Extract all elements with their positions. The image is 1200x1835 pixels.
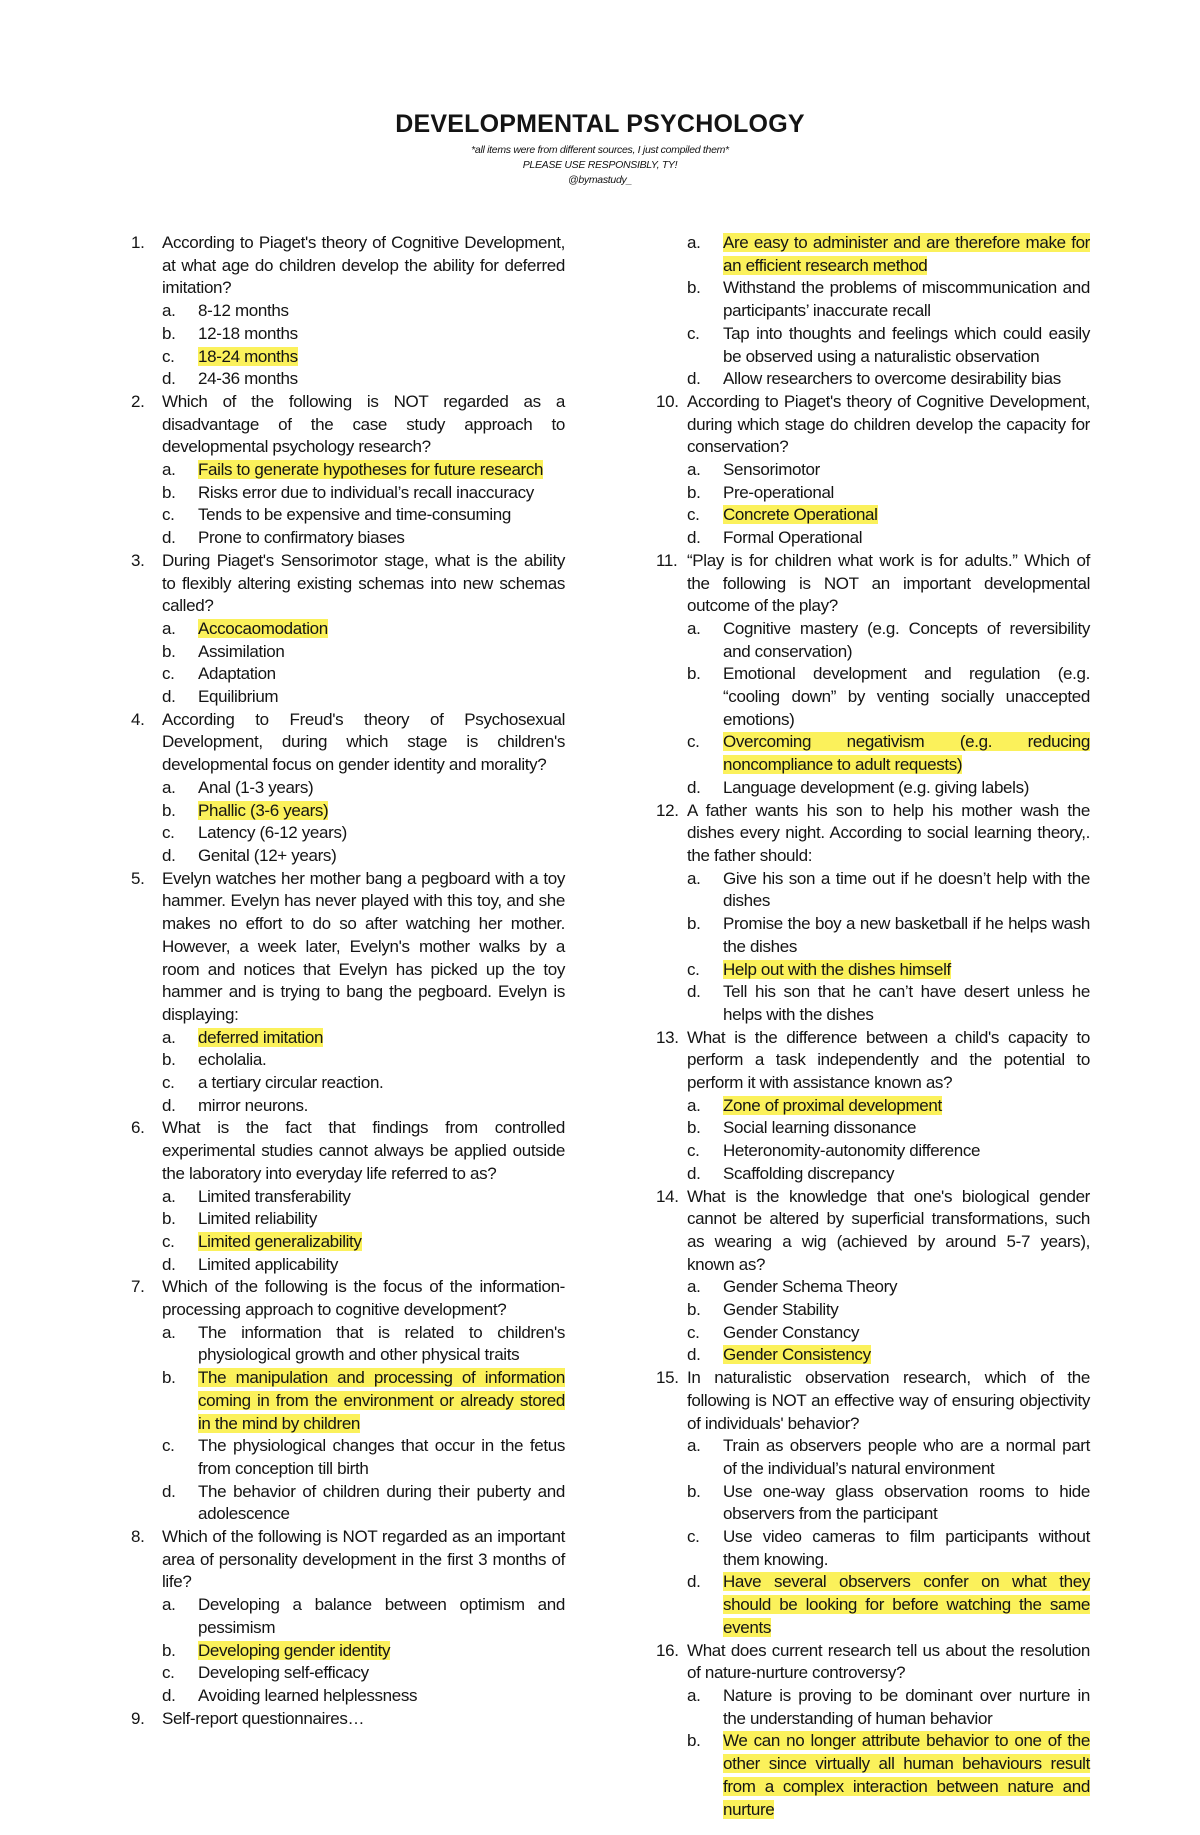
option-text <box>198 1640 565 1663</box>
question-number: 16. <box>656 1640 679 1660</box>
option-text <box>198 459 565 482</box>
option-text: Avoiding learned helplessness <box>198 1686 418 1705</box>
answer-option <box>162 300 565 323</box>
highlighted-answer: The manipulation and processing of information coming in from the environment or already stored in the mind by children <box>198 1368 565 1433</box>
option-text: 24-36 months <box>198 369 298 389</box>
highlighted-answer: Have several observers confer on what they should be looking for before watching the same events <box>723 1572 1090 1637</box>
question-text: “Play is for children what work is for adults.” Which of the following is NOT an important developmental outcome of the play? <box>687 550 1090 616</box>
option-letter: c. <box>687 1527 700 1547</box>
option-letter: c. <box>162 1073 175 1093</box>
option-letter: b. <box>162 482 176 502</box>
option-letter: d. <box>687 777 701 797</box>
highlighted-answer: Concrete Operational <box>723 505 878 525</box>
option-text: Tap into thoughts and feelings which could easily be observed using a naturalistic observation <box>723 323 1090 366</box>
question-text: A father wants his son to help his mother wash the dishes every night. According to social learning theory,. the father should: <box>687 800 1090 865</box>
option-text: The physiological changes that occur in the fetus from conception till birth <box>198 1436 565 1478</box>
option-letter: b. <box>687 914 701 934</box>
option-text <box>723 1344 1090 1367</box>
answer-option <box>162 1435 565 1480</box>
option-text: Allow researchers to overcome desirability bias <box>723 369 1061 389</box>
answer-option <box>687 1344 1090 1367</box>
highlighted-answer: Fails to generate hypotheses for future research <box>198 460 544 480</box>
answer-option <box>687 368 1090 391</box>
answer-option <box>162 459 565 482</box>
option-text <box>723 731 1090 776</box>
question-number: 9. <box>131 1708 145 1728</box>
answer-option <box>162 1186 565 1209</box>
option-text <box>198 1367 565 1435</box>
answer-option <box>687 482 1090 505</box>
option-letter: b. <box>687 1481 701 1501</box>
question-stem <box>656 391 1090 459</box>
question-text: What is the difference between a child's capacity to perform a task independently and the potential to perform it with assistance known as? <box>687 1027 1090 1093</box>
answer-option <box>162 1231 565 1254</box>
option-text <box>198 800 565 823</box>
question-number: 4. <box>131 709 145 729</box>
question-text: According to Piaget's theory of Cognitive Development, during which stage do children develop the capacity for conservation? <box>687 391 1090 457</box>
question-stem <box>656 1186 1090 1277</box>
question-9-options <box>687 232 1090 391</box>
option-letter: b. <box>687 278 701 298</box>
question-number: 15. <box>656 1368 679 1388</box>
option-letter: c. <box>162 346 175 366</box>
option-text <box>198 346 565 369</box>
option-letter: a. <box>162 1027 176 1047</box>
question-stem <box>131 550 565 618</box>
answer-option <box>162 323 565 346</box>
document-header <box>0 110 1200 188</box>
answer-option <box>687 731 1090 776</box>
question-item <box>656 391 1090 550</box>
option-letter: b. <box>162 641 176 661</box>
option-text: Gender Schema Theory <box>723 1277 898 1297</box>
answer-option <box>687 232 1090 277</box>
option-text: Withstand the problems of miscommunication and participants’ inaccurate recall <box>723 278 1090 321</box>
highlighted-answer: Limited generalizability <box>198 1231 362 1251</box>
option-letter: d. <box>162 528 176 548</box>
answer-option <box>162 845 565 868</box>
option-text <box>198 1231 565 1254</box>
option-text: echolalia. <box>198 1050 267 1070</box>
right-column <box>656 232 1090 1821</box>
answer-option <box>162 618 565 641</box>
question-number: 10. <box>656 391 679 411</box>
question-stem <box>656 1367 1090 1435</box>
option-text: Use one-way glass observation rooms to hide observers from the participant <box>723 1481 1090 1524</box>
answer-option <box>687 1095 1090 1118</box>
question-stem <box>656 1640 1090 1685</box>
question-stem <box>131 232 565 300</box>
option-text: Pre-operational <box>723 482 834 502</box>
option-text: Heteronomity-autonomity difference <box>723 1141 981 1161</box>
question-text: What does current research tell us about the resolution of nature-nurture controversy? <box>687 1640 1090 1683</box>
question-text: Which of the following is NOT regarded as an important area of personality development in the first 3 months of life? <box>162 1527 565 1592</box>
answer-option <box>162 504 565 527</box>
question-item <box>656 1186 1090 1368</box>
question-text: During Piaget's Sensorimotor stage, what is the ability to flexibly altering existing schemas into new schemas called? <box>162 550 565 616</box>
option-letter: c. <box>687 1322 700 1342</box>
answer-option <box>687 504 1090 527</box>
question-item <box>131 1117 565 1276</box>
question-number: 8. <box>131 1527 145 1547</box>
option-text: Tell his son that he can’t have desert unless he helps with the dishes <box>723 982 1090 1024</box>
option-letter: d. <box>687 528 701 548</box>
question-number: 14. <box>656 1186 679 1206</box>
option-text: Gender Constancy <box>723 1322 860 1342</box>
question-number: 3. <box>131 550 145 570</box>
option-text <box>198 1027 565 1050</box>
page-title: DEVELOPMENTAL PSYCHOLOGY <box>395 110 805 138</box>
option-text: Adaptation <box>198 664 276 684</box>
answer-option <box>687 1435 1090 1480</box>
answer-option <box>162 482 565 505</box>
option-text: Limited reliability <box>198 1209 318 1229</box>
option-letter: a. <box>687 233 701 252</box>
option-letter: b. <box>162 1050 176 1070</box>
answer-option <box>687 1526 1090 1571</box>
question-number: 6. <box>131 1118 145 1138</box>
option-letter: a. <box>162 618 176 638</box>
question-stem <box>131 709 565 777</box>
question-stem <box>656 800 1090 868</box>
option-text: Give his son a time out if he doesn’t help with the dishes <box>723 868 1090 911</box>
option-text: Risks error due to individual’s recall inaccuracy <box>198 482 534 502</box>
answer-option <box>687 1299 1090 1322</box>
answer-option <box>687 1140 1090 1163</box>
option-letter: c. <box>687 505 700 525</box>
answer-option <box>162 1322 565 1367</box>
option-text: Genital (12+ years) <box>198 845 337 865</box>
answer-option <box>687 1163 1090 1186</box>
answer-option <box>162 1027 565 1050</box>
option-text: Anal (1-3 years) <box>198 777 314 797</box>
answer-option <box>162 777 565 800</box>
option-letter: d. <box>687 1572 701 1592</box>
option-letter: d. <box>162 1686 176 1705</box>
option-text: 12-18 months <box>198 323 298 343</box>
option-letter: c. <box>162 664 175 684</box>
option-text: Developing self-efficacy <box>198 1663 369 1683</box>
option-text: 8-12 months <box>198 301 289 321</box>
option-letter: a. <box>687 1095 701 1115</box>
option-letter: c. <box>687 323 700 343</box>
option-letter: d. <box>162 369 176 389</box>
question-item <box>131 709 565 868</box>
answer-option <box>162 641 565 664</box>
highlighted-answer: We can no longer attribute behavior to one of the other since virtually all human behaviours result from a complex interaction between nature and nurture <box>723 1731 1090 1819</box>
option-text <box>723 1730 1090 1821</box>
option-letter: b. <box>162 1209 176 1229</box>
answer-option <box>687 1322 1090 1345</box>
highlighted-answer: Phallic (3-6 years) <box>198 800 329 820</box>
question-stem <box>131 1526 565 1594</box>
question-item <box>656 1367 1090 1639</box>
option-text: Equilibrium <box>198 687 279 707</box>
question-number: 5. <box>131 868 145 888</box>
question-number: 11. <box>656 550 678 570</box>
option-text: Nature is proving to be dominant over nurture in the understanding of human behavior <box>723 1686 1090 1728</box>
option-letter: d. <box>162 687 176 707</box>
option-text: Gender Stability <box>723 1300 839 1320</box>
option-letter: d. <box>162 845 176 865</box>
option-letter: b. <box>162 800 176 820</box>
highlighted-answer: Are easy to administer and are therefore make for an efficient research method <box>723 233 1090 275</box>
option-text: The behavior of children during their puberty and adolescence <box>198 1481 565 1524</box>
question-text: According to Piaget's theory of Cognitive Development, at what age do children develop the ability for deferred imitation? <box>162 233 565 298</box>
usage-note: PLEASE USE RESPONSIBLY, TY! <box>522 159 678 171</box>
option-letter: a. <box>162 1322 176 1342</box>
option-letter: a. <box>687 1436 701 1456</box>
option-letter: d. <box>162 1095 176 1115</box>
answer-option <box>687 1117 1090 1140</box>
option-letter: b. <box>687 482 701 502</box>
highlighted-answer: Developing gender identity <box>198 1640 391 1660</box>
option-letter: c. <box>162 505 175 525</box>
option-text <box>723 1571 1090 1639</box>
option-text <box>198 618 565 641</box>
option-text: Scaffolding discrepancy <box>723 1163 895 1183</box>
answer-option <box>162 800 565 823</box>
question-stem <box>131 1117 565 1185</box>
highlighted-answer: deferred imitation <box>198 1027 324 1047</box>
answer-option <box>162 1049 565 1072</box>
answer-option <box>162 1095 565 1118</box>
question-item <box>656 1640 1090 1822</box>
compile-note: *all items were from different sources, I just compiled them* <box>471 144 729 156</box>
answer-option <box>687 277 1090 322</box>
option-letter: c. <box>687 1141 700 1161</box>
option-letter: a. <box>162 1595 176 1615</box>
answer-option <box>687 777 1090 800</box>
answer-option <box>162 1685 565 1708</box>
answer-option <box>687 913 1090 958</box>
answer-option <box>687 459 1090 482</box>
answer-option <box>162 1367 565 1435</box>
answer-option <box>687 959 1090 982</box>
answer-option <box>687 1730 1090 1821</box>
question-item <box>131 550 565 709</box>
answer-option <box>162 527 565 550</box>
question-number: 7. <box>131 1277 145 1297</box>
option-letter: d. <box>162 1254 176 1274</box>
option-text <box>723 1095 1090 1118</box>
option-letter: d. <box>687 369 701 389</box>
option-letter: b. <box>162 1368 176 1388</box>
highlighted-answer: Overcoming negativism (e.g. reducing noncompliance to adult requests) <box>723 732 1090 775</box>
question-item <box>131 1526 565 1708</box>
option-letter: a. <box>162 460 176 480</box>
question-text: Self-report questionnaires… <box>162 1708 365 1728</box>
question-stem <box>656 1027 1090 1095</box>
question-number: 2. <box>131 391 145 411</box>
option-letter: c. <box>162 1663 175 1683</box>
answer-option <box>162 663 565 686</box>
question-item <box>656 550 1090 800</box>
option-text: Prone to confirmatory biases <box>198 528 405 548</box>
answer-option <box>162 1662 565 1685</box>
left-column <box>131 232 565 1730</box>
option-text: The information that is related to children's physiological growth and other physical traits <box>198 1322 565 1365</box>
option-letter: b. <box>162 323 176 343</box>
question-item <box>656 800 1090 1027</box>
question-number: 13. <box>656 1027 679 1047</box>
highlighted-answer: Gender Consistency <box>723 1345 871 1365</box>
question-stem <box>131 1708 565 1731</box>
question-text: According to Freud's theory of Psychosexual Development, during which stage is children's developmental focus on gender identity and morality? <box>162 709 565 775</box>
answer-option <box>687 1685 1090 1730</box>
highlighted-answer: 18-24 months <box>198 346 298 366</box>
option-text <box>723 232 1090 277</box>
option-letter: b. <box>687 1300 701 1320</box>
question-stem <box>131 868 565 1027</box>
question-number: 1. <box>131 233 145 252</box>
option-text <box>723 959 1090 982</box>
question-stem <box>131 391 565 459</box>
option-letter: b. <box>687 664 701 684</box>
option-text: Train as observers people who are a normal part of the individual’s natural environment <box>723 1436 1090 1478</box>
answer-option <box>162 686 565 709</box>
option-text: Formal Operational <box>723 528 863 548</box>
answer-option <box>162 1640 565 1663</box>
option-letter: c. <box>162 823 175 843</box>
author-handle: @bymastudy_ <box>568 174 632 186</box>
option-text: Emotional development and regulation (e.g. “cooling down” by venting socially unaccepted emotions) <box>723 664 1090 729</box>
option-letter: c. <box>162 1436 175 1456</box>
question-number: 12. <box>656 800 679 820</box>
answer-option <box>687 323 1090 368</box>
option-text: Assimilation <box>198 641 285 661</box>
answer-option <box>162 346 565 369</box>
option-text: Sensorimotor <box>723 460 820 480</box>
option-letter: a. <box>162 777 176 797</box>
option-text: Developing a balance between optimism and pessimism <box>198 1595 565 1637</box>
question-stem <box>656 550 1090 618</box>
answer-option <box>162 1208 565 1231</box>
option-letter: b. <box>687 1731 701 1751</box>
option-text: mirror neurons. <box>198 1095 309 1115</box>
answer-option <box>687 1571 1090 1639</box>
option-letter: d. <box>162 1481 176 1501</box>
question-text: In naturalistic observation research, which of the following is NOT an effective way of ensuring objectivity of individuals' behavior? <box>687 1368 1090 1433</box>
answer-option <box>162 1481 565 1526</box>
option-letter: b. <box>162 1640 176 1660</box>
question-text: Which of the following is the focus of the information-processing approach to cognitive development? <box>162 1277 565 1320</box>
question-item <box>131 232 565 391</box>
question-text: Which of the following is NOT regarded as a disadvantage of the case study approach to developmental psychology research? <box>162 391 565 457</box>
question-item <box>131 868 565 1118</box>
question-item <box>131 1276 565 1526</box>
option-letter: a. <box>162 1186 176 1206</box>
option-text: Language development (e.g. giving labels) <box>723 777 1030 797</box>
option-text: Tends to be expensive and time-consuming <box>198 505 511 525</box>
answer-option <box>687 981 1090 1026</box>
answer-option <box>687 527 1090 550</box>
answer-option <box>162 368 565 391</box>
option-text: Latency (6-12 years) <box>198 823 347 843</box>
option-text: Limited applicability <box>198 1254 339 1274</box>
highlighted-answer: Zone of proximal development <box>723 1095 942 1115</box>
option-letter: c. <box>687 959 700 979</box>
option-letter: b. <box>687 1118 701 1138</box>
question-text: What is the fact that findings from controlled experimental studies cannot always be applied outside the laboratory into everyday life referred to as? <box>162 1118 565 1183</box>
option-letter: a. <box>162 301 176 321</box>
option-letter: a. <box>687 618 701 638</box>
highlighted-answer: Accocaomodation <box>198 618 328 638</box>
answer-option <box>687 663 1090 731</box>
option-letter: c. <box>162 1231 175 1251</box>
option-letter: a. <box>687 460 701 480</box>
question-stem <box>131 1276 565 1321</box>
option-letter: c. <box>687 732 700 752</box>
option-text: Social learning dissonance <box>723 1118 917 1138</box>
option-text <box>723 504 1090 527</box>
question-text: What is the knowledge that one's biological gender cannot be altered by superficial transformations, such as wearing a wig (achieved by around 5-7 years), known as? <box>687 1186 1090 1274</box>
option-letter: a. <box>687 1686 701 1705</box>
option-text: a tertiary circular reaction. <box>198 1073 384 1093</box>
answer-option <box>687 1276 1090 1299</box>
option-letter: a. <box>687 868 701 888</box>
answer-option <box>162 822 565 845</box>
answer-option <box>687 618 1090 663</box>
question-item <box>131 1708 565 1731</box>
option-text: Cognitive mastery (e.g. Concepts of reversibility and conservation) <box>723 618 1090 661</box>
answer-option <box>687 868 1090 913</box>
option-text: Use video cameras to film participants without them knowing. <box>723 1527 1090 1569</box>
highlighted-answer: Help out with the dishes himself <box>723 959 951 979</box>
option-letter: a. <box>687 1277 701 1297</box>
answer-option <box>162 1254 565 1277</box>
question-item <box>656 1027 1090 1186</box>
answer-option <box>162 1594 565 1639</box>
question-item <box>131 391 565 550</box>
option-letter: d. <box>687 982 701 1002</box>
option-letter: d. <box>687 1163 701 1183</box>
question-text: Evelyn watches her mother bang a pegboard with a toy hammer. Evelyn has never played with this toy, and she makes no effort to do so after watching her mother. However, a week later, Evelyn's mother walks by a room and notices that Evelyn has picked up the toy hammer and is trying to bang the pegboard. Evelyn is displaying: <box>162 868 565 1024</box>
answer-option <box>687 1481 1090 1526</box>
option-letter: d. <box>687 1345 701 1365</box>
answer-option <box>162 1072 565 1095</box>
option-text: Limited transferability <box>198 1186 351 1206</box>
option-text: Promise the boy a new basketball if he helps wash the dishes <box>723 914 1090 956</box>
